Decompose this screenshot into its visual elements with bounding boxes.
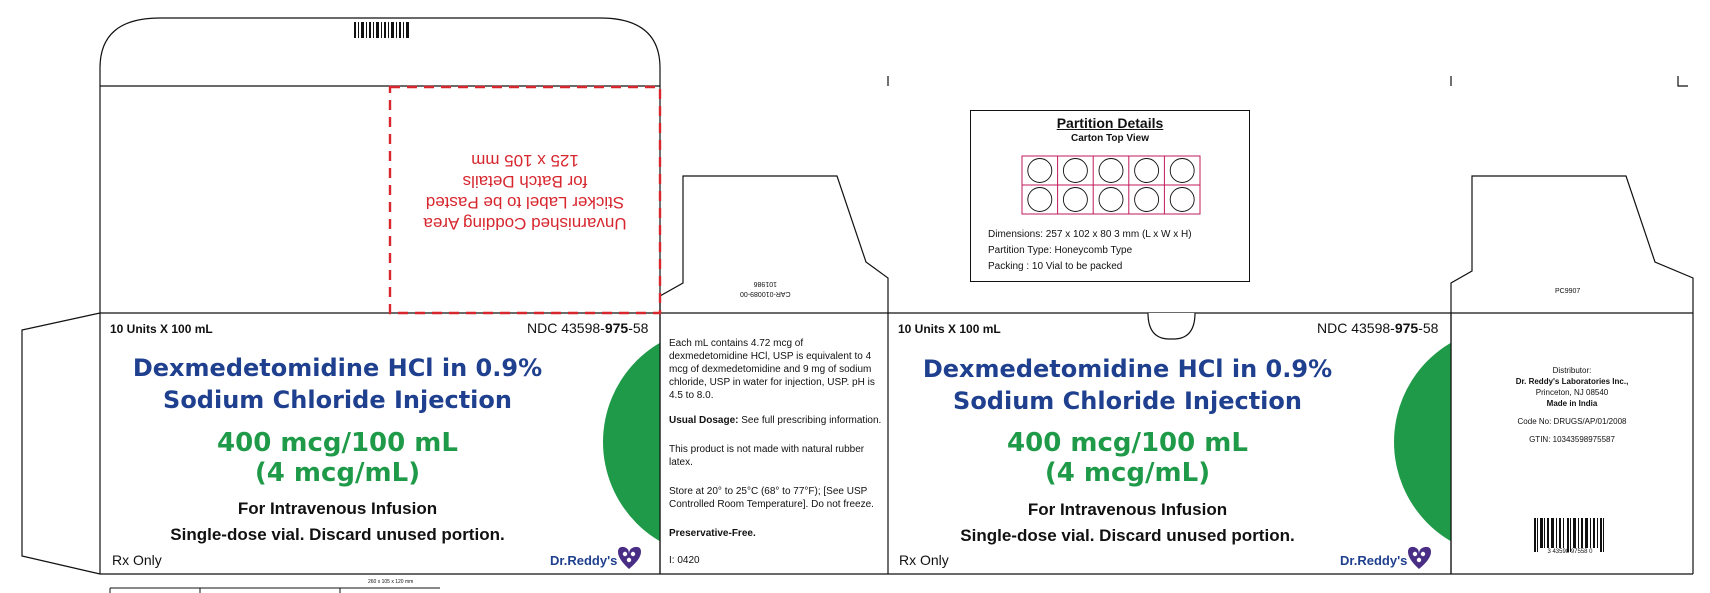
storage-text: Store at 20° to 25°C (68° to 77°F); [See USP Controlled Room Temperature]. Do not freeze.	[669, 486, 874, 510]
bottom-dimension-note: 260 x 105 x 120 mm	[368, 579, 414, 585]
partition-details-box	[970, 110, 1250, 282]
batch-coding-area	[392, 150, 658, 234]
end-tuck-code: PC9907	[1555, 288, 1581, 295]
gtin: GTIN: 10343598975587	[1529, 435, 1615, 444]
side-code: I: 0420	[669, 555, 700, 566]
left-title-line-2: Sodium Chloride Injection	[163, 386, 512, 414]
right-title-line-1: Dexmedetomidine HCl in 0.9%	[922, 355, 1333, 383]
left-route	[110, 496, 565, 548]
right-route	[900, 497, 1355, 549]
left-vial-line: Single-dose vial. Discard unused portion.	[170, 525, 505, 544]
code-no: Code No: DRUGS/AP/01/2008	[1517, 417, 1627, 426]
partition-subtitle: Carton Top View	[1071, 133, 1149, 144]
right-units: 10 Units X 100 mL	[898, 322, 1001, 336]
distributor-block	[1455, 365, 1689, 445]
right-ndc: NDC 43598-975-58	[1317, 320, 1439, 336]
right-strength-line-1: 400 mcg/100 mL	[1007, 428, 1248, 458]
left-route-line: For Intravenous Infusion	[237, 499, 438, 518]
right-strength	[900, 428, 1355, 488]
partition-specs	[988, 227, 1192, 275]
composition-text: Each mL contains 4.72 mcg of dexmedetomidine HCl, USP is equivalent to 4 mcg of dexmedetomidine and 9 mg of sodium chloride, USP in water for injection, USP. pH is 4.5 to 8.0.	[669, 338, 875, 401]
distributor-city: Princeton, NJ 08540	[1535, 388, 1609, 397]
left-ndc: NDC 43598-975-58	[527, 320, 649, 336]
left-units: 10 Units X 100 mL	[110, 322, 213, 336]
honeycomb-grid	[1021, 155, 1201, 215]
right-route-line: For Intravenous Infusion	[1027, 500, 1228, 519]
tuck-code-2: 101986	[753, 280, 777, 287]
left-product-title	[110, 352, 565, 416]
dosage-text: Usual Dosage: See full prescribing information.	[669, 415, 882, 426]
right-vial-line: Single-dose vial. Discard unused portion.	[960, 526, 1295, 545]
batch-line-2: Sticker Label to be Pasted	[425, 193, 625, 212]
right-title-line-2: Sodium Chloride Injection	[953, 387, 1302, 415]
left-strength	[110, 428, 565, 488]
left-title-line-1: Dexmedetomidine HCl in 0.9%	[132, 354, 543, 382]
side-panel-info	[669, 337, 883, 579]
latex-text: This product is not made with natural rubber latex.	[669, 444, 865, 468]
right-dr-reddys-logo-icon	[1406, 546, 1434, 570]
batch-line-3: for Batch Details	[462, 172, 588, 191]
barcode-digits: 3 43598 97558 0	[1547, 549, 1593, 555]
left-dr-reddys-logo-icon	[616, 546, 644, 570]
left-logo-text: Dr.Reddy's	[550, 553, 618, 568]
right-logo-text: Dr.Reddy's	[1340, 553, 1408, 568]
left-strength-line-2: (4 mcg/mL)	[254, 458, 421, 488]
partition-type: Partition Type: Honeycomb Type	[988, 245, 1133, 256]
flap-barcode	[354, 22, 410, 38]
left-rx-only: Rx Only	[112, 552, 162, 568]
right-rx-only: Rx Only	[899, 552, 949, 568]
partition-title: Partition Details	[1056, 115, 1164, 131]
right-product-title	[900, 353, 1355, 417]
distributor-name: Dr. Reddy's Laboratories Inc.,	[1515, 377, 1629, 386]
tuck-codes	[740, 278, 791, 298]
distributor-label: Distributor:	[1552, 366, 1592, 375]
made-in: Made in India	[1546, 399, 1598, 408]
preservative-text: Preservative-Free.	[669, 528, 756, 539]
tuck-code-1: CAR-010089-00	[740, 290, 791, 297]
right-strength-line-2: (4 mcg/mL)	[1044, 458, 1211, 488]
batch-line-4: 125 x 105 mm	[471, 151, 579, 170]
partition-packing: Packing : 10 Vial to be packed	[988, 261, 1123, 272]
partition-dimensions: Dimensions: 257 x 102 x 80 3 mm (L x W x H)	[988, 229, 1192, 240]
batch-line-1: Unvarnished Codding Area	[423, 214, 627, 233]
left-strength-line-1: 400 mcg/100 mL	[217, 428, 458, 458]
